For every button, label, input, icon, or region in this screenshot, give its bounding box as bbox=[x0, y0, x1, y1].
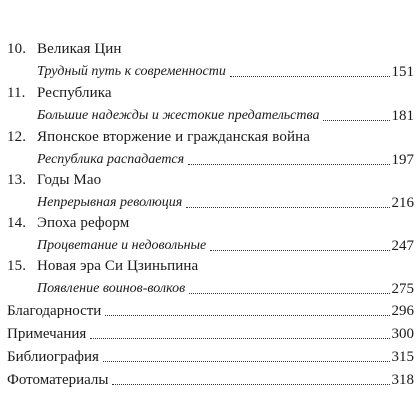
toc-entry-photos[interactable] bbox=[7, 367, 414, 389]
page-number: 247 bbox=[391, 238, 414, 254]
page-number: 296 bbox=[391, 303, 414, 319]
chapter-subtitle: Процветание и недовольные bbox=[37, 238, 207, 253]
chapter-number: 11. bbox=[7, 85, 26, 101]
chapter-subtitle: Появление воинов-волков bbox=[37, 281, 186, 296]
page-number: 216 bbox=[391, 195, 414, 211]
chapter-subtitle: Большие надежды и жестокие предательства bbox=[37, 108, 320, 123]
toc-entry[interactable] bbox=[37, 59, 414, 81]
chapter-number: 10. bbox=[7, 41, 27, 57]
page-number: 181 bbox=[391, 108, 414, 124]
toc-entry[interactable] bbox=[37, 276, 414, 298]
chapter-subtitle: Республика распадается bbox=[37, 152, 185, 167]
page-number: 197 bbox=[391, 152, 414, 168]
chapter-heading bbox=[7, 124, 414, 146]
chapter-subtitle: Трудный путь к современности bbox=[37, 64, 226, 79]
entry-label: Благодарности bbox=[7, 303, 102, 319]
dot-leader bbox=[90, 338, 389, 339]
toc-entry-bibliography[interactable] bbox=[7, 344, 414, 366]
page-number: 275 bbox=[391, 281, 414, 297]
chapter-heading bbox=[7, 210, 414, 232]
chapter-number: 14. bbox=[7, 215, 27, 231]
dot-leader bbox=[112, 384, 389, 385]
toc-entry-notes[interactable] bbox=[7, 321, 414, 343]
chapter-heading bbox=[7, 36, 414, 58]
chapter-title: Новая эра Си Цзиньпина bbox=[37, 258, 199, 274]
chapter-heading bbox=[7, 167, 414, 189]
page-number: 300 bbox=[391, 326, 414, 342]
chapter-title: Республика bbox=[37, 85, 112, 101]
dot-leader bbox=[230, 76, 390, 77]
chapter-title: Годы Мао bbox=[37, 172, 102, 188]
entry-label: Фотоматериалы bbox=[7, 372, 109, 388]
toc-entry[interactable] bbox=[37, 233, 414, 255]
dot-leader bbox=[105, 315, 389, 316]
chapter-number: 12. bbox=[7, 129, 27, 145]
page-number: 318 bbox=[391, 372, 414, 388]
toc-entry[interactable] bbox=[37, 147, 414, 169]
page-number: 151 bbox=[391, 64, 414, 80]
chapter-number: 15. bbox=[7, 258, 27, 274]
chapter-subtitle: Непрерывная революция bbox=[37, 195, 183, 210]
dot-leader bbox=[103, 361, 390, 362]
toc-entry[interactable] bbox=[37, 103, 414, 125]
chapter-title: Японское вторжение и гражданская война bbox=[37, 129, 310, 145]
chapter-heading bbox=[7, 80, 414, 102]
dot-leader bbox=[186, 207, 389, 208]
chapter-title: Великая Цин bbox=[37, 41, 122, 57]
entry-label: Библиография bbox=[7, 349, 99, 365]
page-number: 315 bbox=[391, 349, 414, 365]
toc-entry-acknowledgements[interactable] bbox=[7, 298, 414, 320]
dot-leader bbox=[210, 250, 389, 251]
dot-leader bbox=[189, 293, 389, 294]
chapter-heading bbox=[7, 253, 414, 275]
entry-label: Примечания bbox=[7, 326, 87, 342]
dot-leader bbox=[323, 120, 389, 121]
toc-entry[interactable] bbox=[37, 190, 414, 212]
chapter-title: Эпоха реформ bbox=[37, 215, 130, 231]
dot-leader bbox=[188, 164, 389, 165]
chapter-number: 13. bbox=[7, 172, 27, 188]
